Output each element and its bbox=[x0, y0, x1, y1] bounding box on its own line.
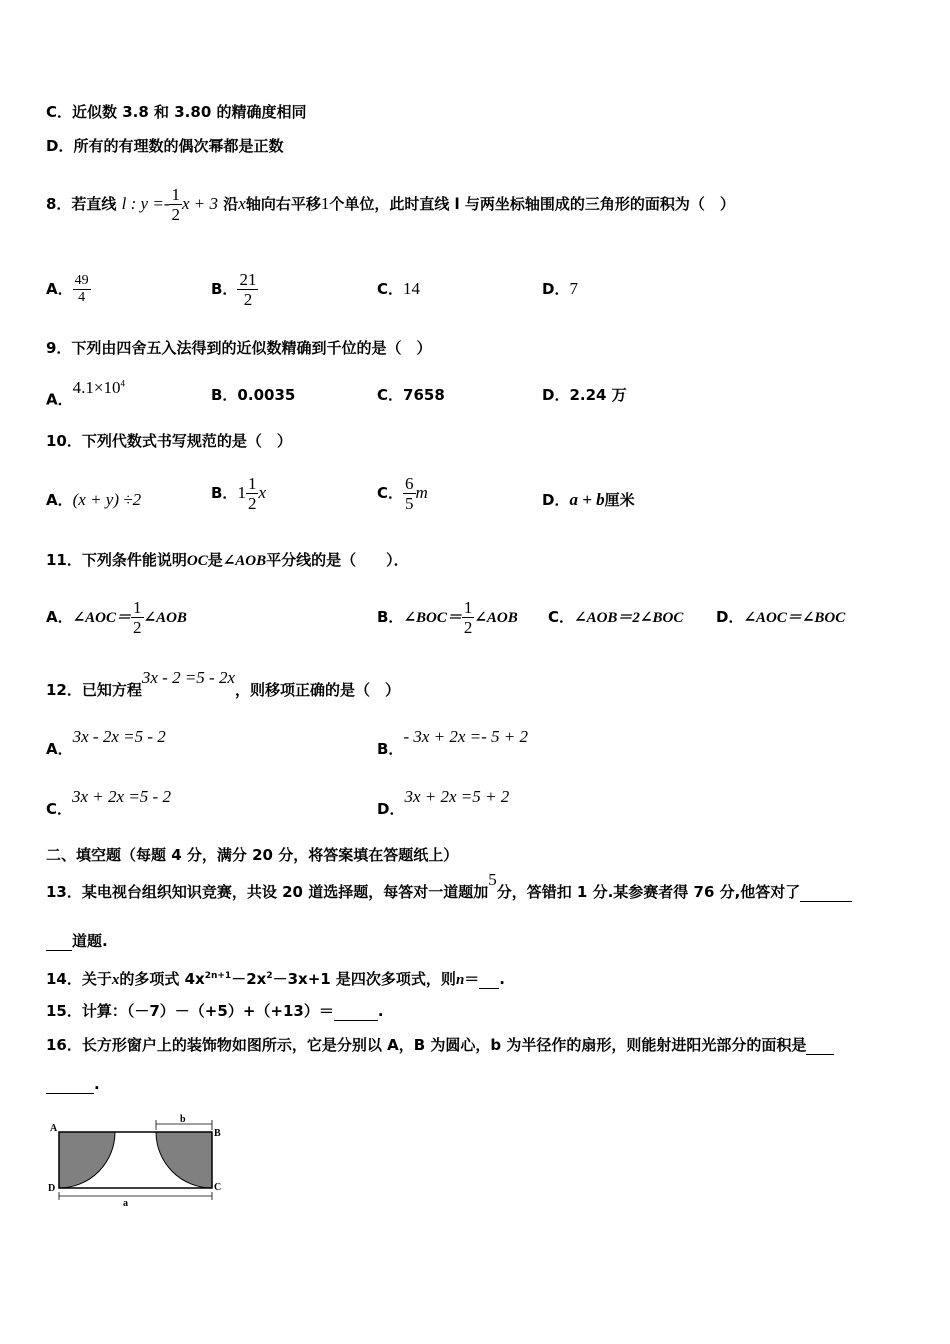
q13-answer-blank[interactable] bbox=[800, 883, 852, 902]
q13-line-1: 13．某电视台组织知识竞赛，共设 20 道选择题，每答对一道题加5分，答错扣 1 分.某参赛者得 76 分,他答对了 bbox=[46, 883, 852, 902]
q8-option-b: B． $\frac{21}{2}$ bbox=[211, 270, 257, 309]
label-a-length: a bbox=[123, 1198, 128, 1209]
q15-answer-blank[interactable] bbox=[334, 1002, 378, 1021]
q8-option-a: A． $\frac{49}{4}$ bbox=[46, 273, 89, 305]
section-2-heading: 二、填空题（每题 4 分，满分 20 分，将答案填在答题纸上） bbox=[46, 846, 459, 864]
q7-option-c: C．近似数 3.8 和 3.80 的精确度相同 bbox=[46, 103, 307, 121]
q14-stem: 14．关于x的多项式 $4x^{2n+1}-2x^2-3x+1$ 是四次多项式，则n＝ . bbox=[46, 970, 505, 988]
q11-option-d: D．∠AOC＝∠BOC bbox=[716, 608, 846, 626]
q16-answer-blank[interactable] bbox=[806, 1036, 834, 1055]
q11-option-c: C．∠AOB＝2∠BOC bbox=[548, 608, 684, 626]
sector-b bbox=[156, 1132, 212, 1188]
sector-a bbox=[59, 1132, 115, 1188]
label-d-point: D bbox=[48, 1183, 56, 1194]
q8-shift: 1 bbox=[320, 194, 330, 213]
q8-number: 8．若直线 bbox=[46, 195, 117, 213]
q9-option-a: A．$4.1\times 10^4$ bbox=[46, 377, 125, 409]
q8-equation-fraction: $\frac{1}{2}$ bbox=[171, 185, 180, 224]
q14-answer-blank[interactable] bbox=[479, 970, 499, 989]
q10-option-a: A．(x + y) ÷2 bbox=[46, 490, 142, 509]
label-c-point: C bbox=[214, 1182, 222, 1193]
q9-stem: 9．下列由四舍五入法得到的近似数精确到千位的是（ ） bbox=[46, 339, 432, 357]
label-a-point: A bbox=[50, 1123, 58, 1134]
q11-option-a: A．∠AOC＝ $\frac{1}{2}$ ∠AOB bbox=[46, 598, 187, 637]
window-figure bbox=[44, 1110, 234, 1210]
q16-line-2: . bbox=[46, 1075, 100, 1094]
q12-stem: 12．已知方程3x - 2 =5 - 2x，则移项正确的是（ ） bbox=[46, 668, 401, 699]
q8-equation-suffix: x + 3 bbox=[181, 194, 219, 213]
q12-option-b: B．- 3x + 2x =- 5 + 2 bbox=[377, 727, 529, 758]
q8-text-b: 轴向右平移 bbox=[245, 195, 321, 213]
q8-stem bbox=[46, 172, 735, 236]
label-b-point: B bbox=[214, 1128, 221, 1139]
q8-text-a: 沿 bbox=[223, 195, 239, 213]
q10-option-c: C． $\frac{6}{5}$ m bbox=[377, 474, 428, 513]
label-b-length: b bbox=[180, 1114, 186, 1125]
q13-answer-blank-cont[interactable] bbox=[46, 932, 72, 951]
q12-option-a: A．3x - 2x =5 - 2 bbox=[46, 727, 166, 758]
q16-answer-blank-cont[interactable] bbox=[46, 1075, 94, 1094]
q12-option-d: D．3x + 2x =5 + 2 bbox=[377, 787, 510, 818]
q10-option-d: D．a + b厘米 bbox=[542, 490, 635, 509]
q15-stem: 15．计算：（－7）－（+5）+（+13）＝ . bbox=[46, 1002, 384, 1020]
q8-option-c: C．14 bbox=[377, 279, 421, 298]
q16-line-1: 16．长方形窗户上的装饰物如图所示，它是分别以 A，B 为圆心，b 为半径作的扇形，则能射进阳光部分的面积是 bbox=[46, 1036, 834, 1055]
q10-option-b: B．1 $\frac{1}{2}$ x bbox=[211, 474, 266, 513]
q12-option-c: C．3x + 2x =5 - 2 bbox=[46, 787, 171, 818]
q11-stem: 11．下列条件能说明OC是∠AOB平分线的是（ ）． bbox=[46, 551, 409, 569]
q9-option-b: B．0.0035 bbox=[211, 386, 296, 404]
q12-equation: 3x - 2 =5 - 2x bbox=[141, 668, 236, 687]
q8-equation-prefix: l : y =- bbox=[121, 194, 170, 213]
q10-stem: 10．下列代数式书写规范的是（ ） bbox=[46, 432, 292, 450]
q8-option-d: D．7 bbox=[542, 279, 578, 298]
q8-axis: x bbox=[238, 194, 246, 213]
q9-option-d: D．2.24 万 bbox=[542, 386, 627, 404]
q13-line-2: 道题. bbox=[46, 932, 108, 951]
q9-option-c: C．7658 bbox=[377, 386, 445, 404]
q11-option-b: B．∠BOC＝ $\frac{1}{2}$ ∠AOB bbox=[377, 598, 518, 637]
q7-option-d: D．所有的有理数的偶次幂都是正数 bbox=[46, 137, 284, 155]
q8-text-c: 个单位，此时直线 l 与两坐标轴围成的三角形的面积为（ ） bbox=[329, 195, 735, 213]
